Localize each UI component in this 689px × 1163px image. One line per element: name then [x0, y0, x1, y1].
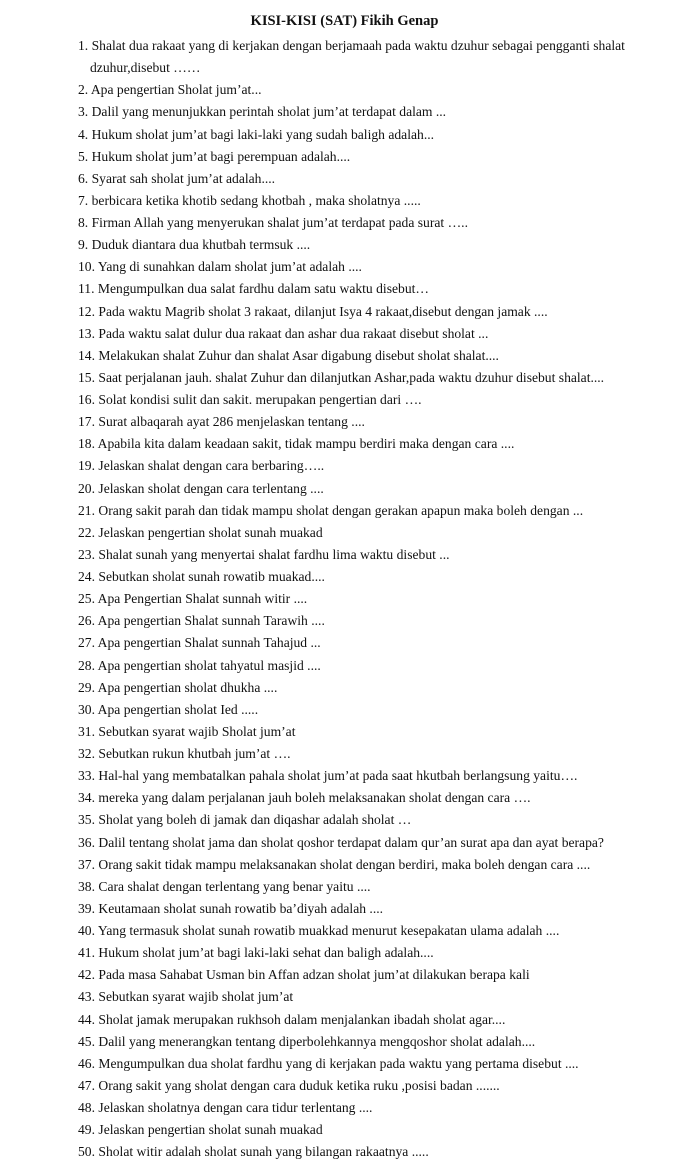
question-item — [78, 345, 678, 367]
question-text: Dalil yang menerangkan tentang diperbolehkannya mengqoshor sholat adalah.... — [98, 1033, 536, 1049]
question-number: 50. — [78, 1144, 95, 1160]
question-text: Cara shalat dengan terlentang yang benar yaitu .... — [98, 878, 371, 894]
question-number: 33. — [78, 768, 95, 784]
question-text: Pada waktu salat dulur dua rakaat dan ashar dua rakaat disebut sholat ... — [98, 325, 489, 341]
question-text: Orang sakit tidak mampu melaksanakan sholat dengan berdiri, maka boleh dengan cara .... — [98, 856, 591, 872]
question-number: 37. — [78, 856, 95, 872]
question-text: Shalat dua rakaat yang di kerjakan dengan berjamaah pada waktu dzuhur sebagai pengganti shalat — [91, 38, 625, 53]
question-text: Apa Pengertian Shalat sunnah witir .... — [97, 591, 308, 607]
question-number: 28. — [78, 657, 95, 673]
question-text: Surat albaqarah ayat 286 menjelaskan tentang .... — [98, 414, 365, 430]
question-item — [78, 721, 678, 743]
question-number: 30. — [78, 701, 95, 717]
question-text: Pada masa Sahabat Usman bin Affan adzan sholat jum’at dilakukan berapa kali — [98, 967, 530, 983]
question-item — [78, 190, 678, 212]
question-text-continuation: dzuhur,disebut …… — [90, 60, 201, 76]
question-text: Solat kondisi sulit dan sakit. merupakan pengertian dari …. — [98, 392, 422, 408]
question-text: berbicara ketika khotib sedang khotbah , maka sholatnya ..... — [91, 192, 421, 208]
question-item — [78, 1119, 678, 1141]
question-number: 42. — [78, 967, 95, 983]
question-item — [78, 168, 678, 190]
question-text: Apa pengertian Sholat jum’at... — [90, 82, 262, 98]
question-number: 24. — [78, 569, 95, 585]
question-number: 14. — [78, 347, 95, 363]
question-number: 12. — [78, 303, 95, 319]
question-text: Apa pengertian sholat tahyatul masjid .... — [97, 657, 321, 673]
question-item — [78, 566, 678, 588]
question-item — [78, 677, 678, 699]
question-number: 40. — [78, 923, 95, 939]
question-number: 6. — [78, 170, 89, 186]
question-item — [78, 544, 678, 566]
document-title: KISI-KISI (SAT) Fikih Genap — [250, 13, 439, 29]
question-item — [78, 699, 678, 721]
question-number: 41. — [78, 945, 95, 961]
question-number: 23. — [78, 546, 95, 562]
question-text: Sholat witir adalah sholat sunah yang bilangan rakaatnya ..... — [98, 1144, 429, 1160]
question-item — [78, 212, 678, 234]
question-number: 31. — [78, 723, 95, 739]
question-number: 46. — [78, 1055, 95, 1071]
question-text: Mengumpulkan dua salat fardhu dalam satu waktu disebut… — [97, 281, 429, 297]
question-number: 5. — [78, 148, 89, 164]
question-item — [78, 323, 678, 345]
question-number: 35. — [78, 812, 95, 828]
question-item — [78, 455, 678, 477]
question-number: 8. — [78, 215, 89, 231]
question-number: 34. — [78, 790, 95, 806]
question-item — [78, 478, 678, 500]
question-number: 1. — [78, 38, 89, 53]
question-number: 17. — [78, 414, 95, 430]
question-item — [78, 389, 678, 411]
question-item — [78, 234, 678, 256]
question-number: 39. — [78, 900, 95, 916]
question-item — [78, 986, 678, 1008]
question-text: Saat perjalanan jauh. shalat Zuhur dan dilanjutkan Ashar,pada waktu dzuhur disebut shalat.... — [98, 369, 605, 385]
question-text: Hal-hal yang membatalkan pahala sholat jum’at pada saat hkutbah berlangsung yaitu…. — [98, 768, 578, 784]
question-text: Hukum sholat jum’at bagi perempuan adalah.... — [91, 148, 351, 164]
question-list — [78, 35, 678, 1163]
question-text: Jelaskan pengertian sholat sunah muakad — [98, 1122, 323, 1138]
question-item — [78, 256, 678, 278]
question-item — [78, 367, 678, 389]
question-number: 13. — [78, 325, 95, 341]
question-item — [78, 433, 678, 455]
question-item — [78, 1031, 678, 1053]
question-number: 49. — [78, 1122, 95, 1138]
question-item — [78, 632, 678, 654]
question-text: Pada waktu Magrib sholat 3 rakaat, dilanjut Isya 4 rakaat,disebut dengan jamak .... — [98, 303, 548, 319]
question-text: Syarat sah sholat jum’at adalah.... — [91, 170, 276, 186]
question-number: 2. — [78, 82, 89, 98]
question-text: Orang sakit parah dan tidak mampu sholat dengan gerakan apapun maka boleh dengan ... — [98, 502, 584, 518]
question-text: Dalil yang menunjukkan perintah sholat jum’at terdapat dalam ... — [91, 104, 447, 120]
question-text: mereka yang dalam perjalanan jauh boleh melaksanakan sholat dengan cara …. — [98, 790, 531, 806]
question-item — [78, 522, 678, 544]
question-text: Jelaskan pengertian sholat sunah muakad — [98, 524, 323, 540]
question-text: Sholat jamak merupakan rukhsoh dalam menjalankan ibadah sholat agar.... — [98, 1011, 506, 1027]
question-number: 19. — [78, 458, 95, 474]
question-number: 16. — [78, 392, 95, 408]
question-item — [78, 787, 678, 809]
question-text: Orang sakit yang sholat dengan cara duduk ketika ruku ,posisi badan ....... — [98, 1077, 500, 1093]
question-text: Firman Allah yang menyerukan shalat jum’at terdapat pada surat ….. — [91, 215, 468, 231]
question-number: 4. — [78, 126, 89, 142]
question-number: 45. — [78, 1033, 95, 1049]
question-text: Sebutkan sholat sunah rowatib muakad.... — [98, 569, 325, 585]
question-item — [78, 124, 678, 146]
question-text: Jelaskan sholat dengan cara terlentang .... — [98, 480, 324, 496]
question-text: Apa pengertian sholat Ied ..... — [97, 701, 259, 717]
question-item — [78, 809, 678, 831]
question-number: 15. — [78, 369, 95, 385]
question-item — [78, 411, 678, 433]
question-text: Mengumpulkan dua sholat fardhu yang di kerjakan pada waktu yang pertama disebut .... — [98, 1055, 579, 1071]
question-item — [78, 101, 678, 123]
question-item — [78, 743, 678, 765]
question-item — [78, 278, 678, 300]
question-number: 38. — [78, 878, 95, 894]
question-text: Jelaskan shalat dengan cara berbaring….. — [98, 458, 325, 474]
question-text: Sebutkan rukun khutbah jum’at …. — [98, 746, 291, 762]
question-item — [78, 1053, 678, 1075]
question-text: Hukum sholat jum’at bagi laki-laki sehat dan baligh adalah.... — [98, 945, 434, 961]
question-number: 25. — [78, 591, 95, 607]
question-text: Apa pengertian Shalat sunnah Tahajud ... — [97, 635, 321, 651]
question-text: Yang di sunahkan dalam sholat jum’at adalah .... — [97, 259, 362, 275]
question-item — [78, 765, 678, 787]
question-text: Sholat yang boleh di jamak dan diqashar adalah sholat … — [98, 812, 412, 828]
question-number: 22. — [78, 524, 95, 540]
question-text: Hukum sholat jum’at bagi laki-laki yang sudah baligh adalah... — [91, 126, 435, 142]
question-text: Duduk diantara dua khutbah termsuk .... — [91, 237, 311, 253]
question-text: Yang termasuk sholat sunah rowatib muakkad menurut kesepakatan ulama adalah .... — [97, 923, 560, 939]
question-number: 7. — [78, 192, 89, 208]
question-number: 29. — [78, 679, 95, 695]
question-item — [78, 588, 678, 610]
question-number: 48. — [78, 1100, 95, 1116]
question-text: Melakukan shalat Zuhur dan shalat Asar digabung disebut sholat shalat.... — [98, 347, 499, 363]
question-item — [78, 500, 678, 522]
question-item — [78, 79, 678, 101]
question-item — [78, 301, 678, 323]
question-item — [78, 146, 678, 168]
question-number: 18. — [78, 436, 95, 452]
question-number: 36. — [78, 834, 95, 850]
question-text: Keutamaan sholat sunah rowatib ba’diyah adalah .... — [98, 900, 384, 916]
question-number: 21. — [78, 502, 95, 518]
question-text: Sebutkan syarat wajib sholat jum’at — [98, 989, 294, 1005]
question-item — [78, 854, 678, 876]
question-number: 44. — [78, 1011, 95, 1027]
question-number: 47. — [78, 1077, 95, 1093]
question-text: Jelaskan sholatnya dengan cara tidur terlentang .... — [98, 1100, 373, 1116]
question-number: 3. — [78, 104, 89, 120]
question-text: Apa pengertian Shalat sunnah Tarawih .... — [97, 613, 325, 629]
question-item — [78, 832, 678, 854]
question-text: Dalil tentang sholat jama dan sholat qoshor terdapat dalam qur’an surat apa dan ayat berapa? — [98, 834, 604, 850]
question-item — [78, 1141, 678, 1163]
question-item — [78, 876, 678, 898]
question-text: Apabila kita dalam keadaan sakit, tidak mampu berdiri maka dengan cara .... — [97, 436, 515, 452]
question-item — [78, 964, 678, 986]
question-number: 9. — [78, 237, 89, 253]
question-number: 27. — [78, 635, 95, 651]
question-item — [78, 942, 678, 964]
question-item — [78, 35, 678, 79]
question-number: 26. — [78, 613, 95, 629]
question-number: 11. — [78, 281, 95, 297]
question-item — [78, 920, 678, 942]
question-number: 20. — [78, 480, 95, 496]
question-item — [78, 1075, 678, 1097]
question-item — [78, 1009, 678, 1031]
question-item — [78, 898, 678, 920]
question-item — [78, 1097, 678, 1119]
question-text: Shalat sunah yang menyertai shalat fardhu lima waktu disebut ... — [98, 546, 450, 562]
question-item — [78, 655, 678, 677]
question-number: 10. — [78, 259, 95, 275]
question-text: Apa pengertian sholat dhukha .... — [97, 679, 278, 695]
question-item — [78, 610, 678, 632]
question-text: Sebutkan syarat wajib Sholat jum’at — [98, 723, 296, 739]
question-number: 43. — [78, 989, 95, 1005]
question-number: 32. — [78, 746, 95, 762]
